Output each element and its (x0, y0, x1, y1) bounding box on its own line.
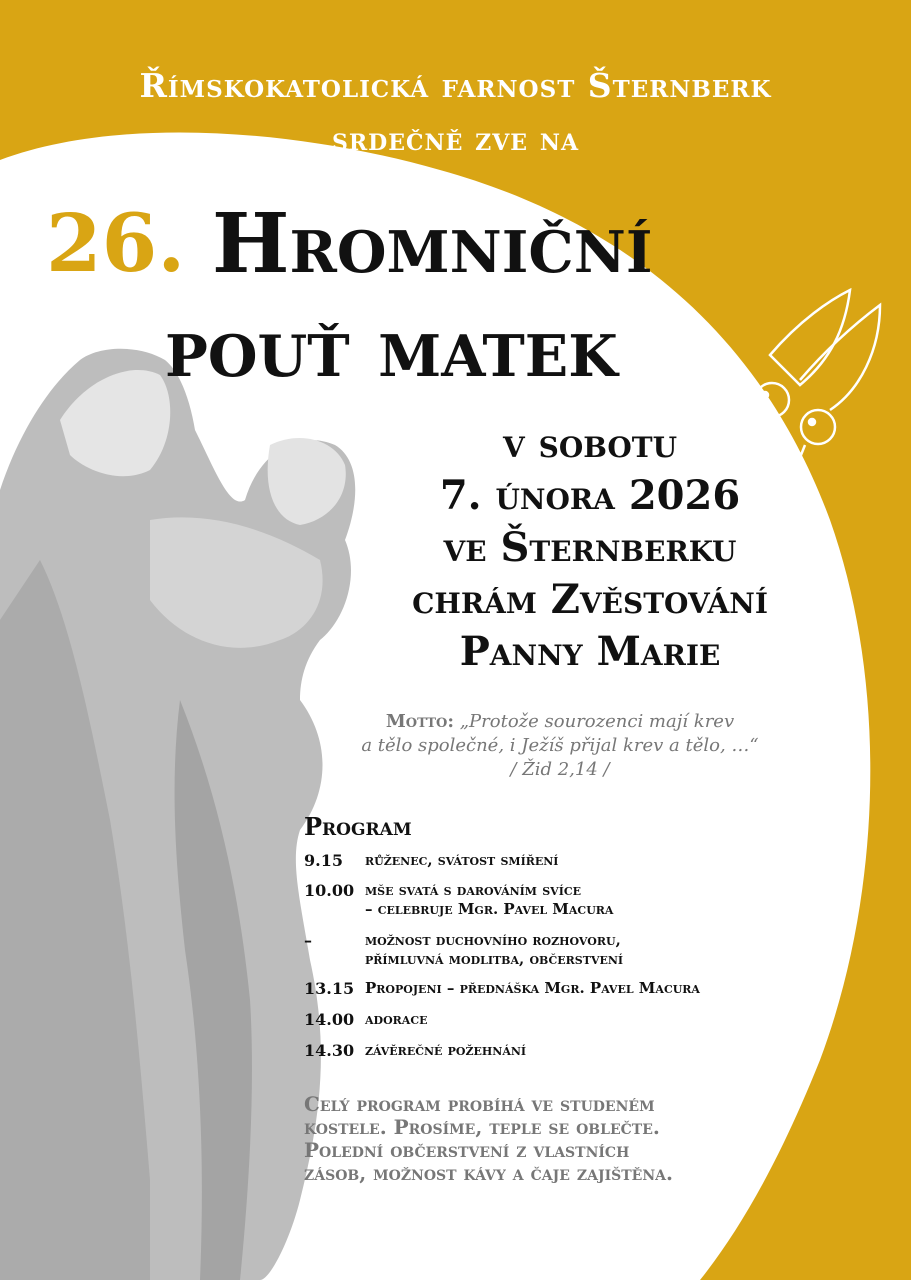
footer-line3: Polední občerstvení z vlastních (304, 1138, 630, 1162)
program-text: závěrečné požehnání (365, 1041, 527, 1059)
event-church-line2: Panny Marie (459, 628, 721, 675)
invite-heading: srdečně zve na (331, 122, 580, 158)
footer-line2: kostele. Prosíme, teple se oblečte. (304, 1115, 660, 1139)
program-text: mše svatá s darováním svíce (365, 881, 581, 899)
event-title-line2: pouť matek (165, 300, 618, 396)
footer-note (304, 1093, 673, 1185)
program-time: – (304, 931, 312, 950)
program-time: 9.15 (304, 851, 343, 870)
event-date: 7. února 2026 (439, 472, 741, 519)
program-time: 10.00 (304, 881, 355, 900)
footer-line1: Celý program probíhá ve studeném (304, 1092, 655, 1116)
program-text-continued: přímluvná modlitba, občerstvení (365, 950, 624, 968)
event-number: 26. (46, 196, 186, 290)
event-church-line1: chrám Zvěstování (412, 576, 768, 623)
program-text-continued: – celebruje Mgr. Pavel Macura (365, 900, 614, 918)
program-text: možnost duchovního rozhovoru, (365, 931, 621, 949)
program-time: 14.00 (304, 1010, 355, 1029)
madonna-statue-image (0, 349, 355, 1280)
motto-line1: „Protože sourozenci mají krev (459, 711, 735, 732)
motto-line3: / Žid 2,14 / (510, 759, 610, 780)
program-text: Propojeni – přednáška Mgr. Pavel Macura (365, 979, 700, 997)
event-title-line1: Hromniční (212, 196, 653, 292)
program-text: růženec, svátost smíření (365, 851, 559, 869)
motto-block (300, 710, 820, 782)
program-time: 13.15 (304, 979, 355, 998)
parish-heading: Římskokatolická farnost Šternberk (139, 66, 772, 105)
program-heading: Program (304, 812, 412, 841)
footer-line4: zásob, možnost kávy a čaje zajištěna. (304, 1161, 673, 1185)
motto-label: Motto: (385, 711, 454, 732)
program-time: 14.30 (304, 1041, 355, 1060)
event-place: ve Šternberku (443, 524, 737, 571)
motto-line2: a tělo společné, i Ježíš přijal krev a tělo, …“ (361, 735, 759, 756)
event-day: v sobotu (502, 420, 678, 467)
program-text: adorace (365, 1010, 428, 1028)
